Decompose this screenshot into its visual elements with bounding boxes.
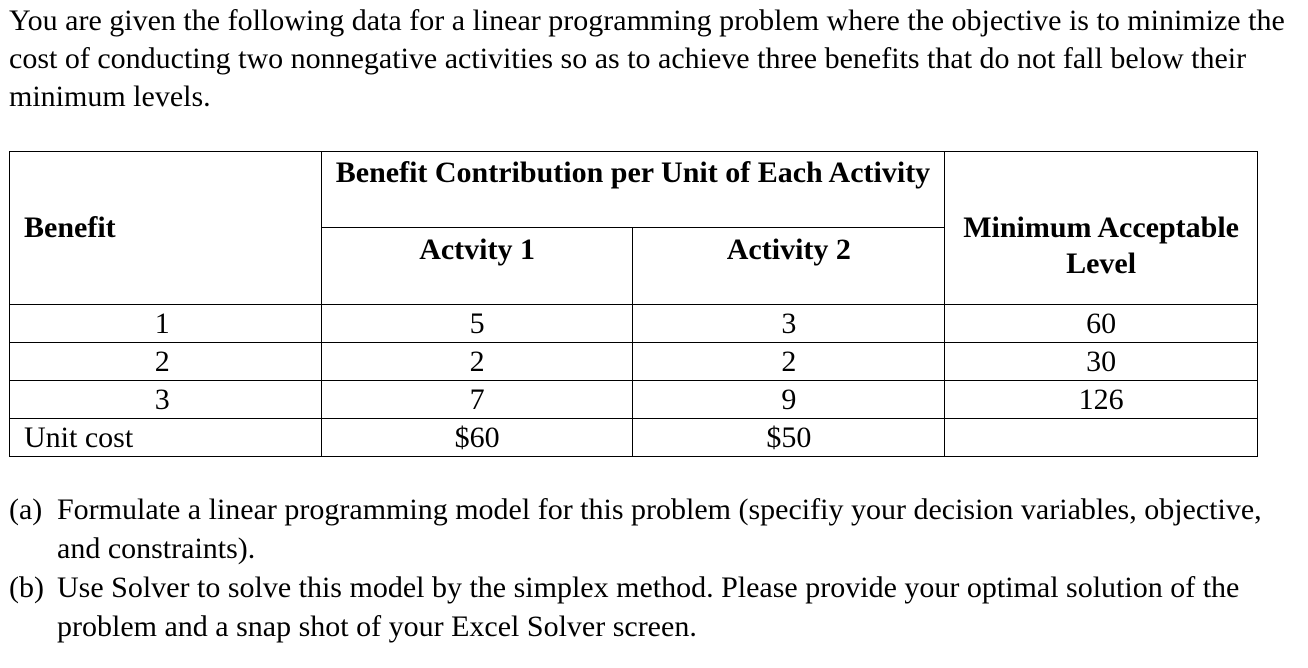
activity2-value: 3	[633, 305, 945, 343]
benefit-number: 3	[10, 381, 322, 419]
activity1-value: 7	[321, 381, 633, 419]
header-activity-1: Actvity 1	[321, 228, 633, 305]
question-marker: (b)	[9, 571, 44, 604]
minimum-level-value: 126	[945, 381, 1258, 419]
header-minimum-level: Minimum Acceptable Level	[945, 152, 1258, 305]
activity1-value: 2	[321, 343, 633, 381]
header-activity-2: Activity 2	[633, 228, 945, 305]
minimum-level-value: 30	[945, 343, 1258, 381]
unit-cost-row	[10, 419, 1258, 457]
activity2-cost: $50	[633, 419, 945, 457]
activity2-value: 9	[633, 381, 945, 419]
question-text: Formulate a linear programming model for this problem (specifiy your decision variables, objective, and constraints).	[57, 493, 1262, 565]
unit-cost-label: Unit cost	[10, 419, 322, 457]
header-benefit: Benefit	[10, 152, 322, 305]
question-text: Use Solver to solve this model by the simplex method. Please provide your optimal solution of the problem and a snap shot of your Excel Solver screen.	[57, 571, 1240, 643]
problem-intro: You are given the following data for a linear programming problem where the objective is to minimize the cost of conducting two nonnegative activities so as to achieve three benefits that do not fall below their minimum levels.	[9, 4, 1285, 113]
benefit-number: 2	[10, 343, 322, 381]
activity1-value: 5	[321, 305, 633, 343]
minimum-level-value: 60	[945, 305, 1258, 343]
question-item	[9, 490, 1304, 568]
table-row	[10, 343, 1258, 381]
benefit-data-table	[9, 151, 1258, 457]
header-benefit-contribution: Benefit Contribution per Unit of Each Activity	[321, 152, 944, 228]
table-header-row	[10, 152, 1258, 228]
question-list	[9, 490, 1304, 646]
question-marker: (a)	[9, 493, 43, 526]
question-item	[9, 568, 1304, 646]
minimum-level-cost-empty	[945, 419, 1258, 457]
table-row	[10, 381, 1258, 419]
activity2-value: 2	[633, 343, 945, 381]
benefit-number: 1	[10, 305, 322, 343]
activity1-cost: $60	[321, 419, 633, 457]
table-row	[10, 305, 1258, 343]
